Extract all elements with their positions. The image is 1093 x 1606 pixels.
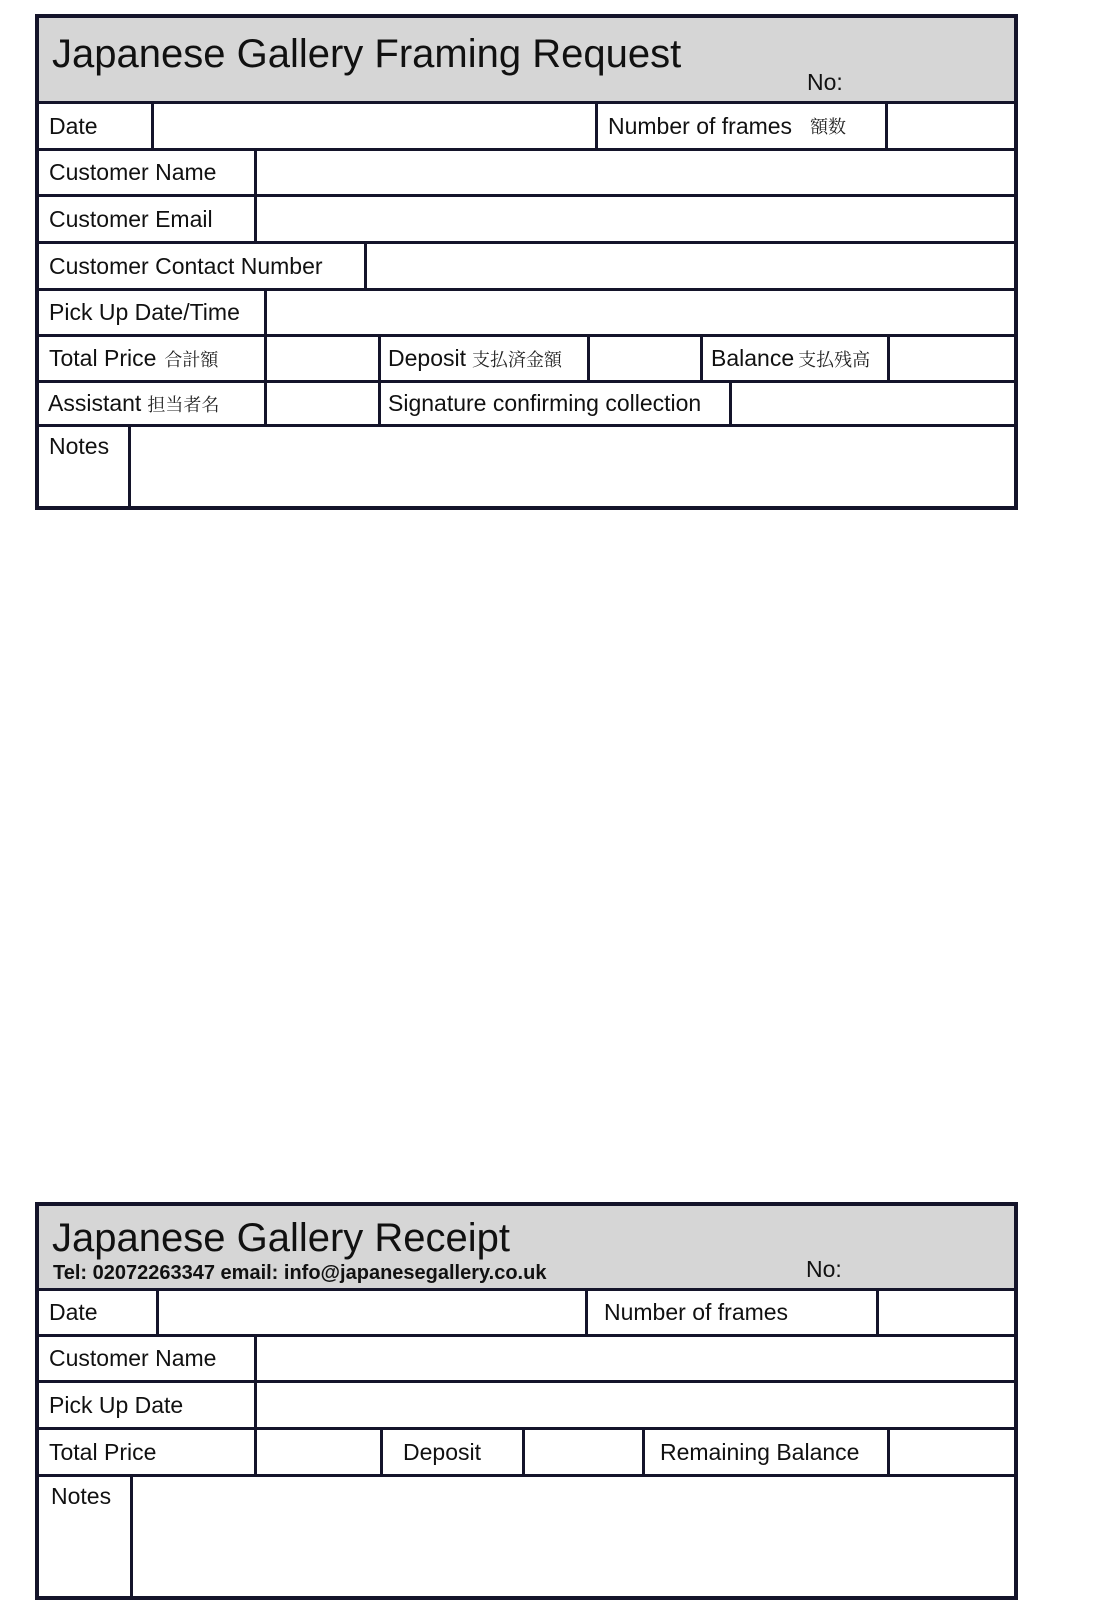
receipt-pickup-field[interactable] [254,1383,1014,1427]
contact-number-label: Customer Contact Number [49,252,323,279]
receipt-deposit-field[interactable] [522,1430,642,1474]
signature-label: Signature confirming collection [378,383,729,424]
receipt-title: Japanese Gallery Receipt [52,1216,511,1260]
receipt-total-price-label: Total Price [49,1438,157,1465]
request-header [39,18,1014,104]
assistant-label-jp: 担当者名 [147,394,220,416]
assistant-label [39,383,264,424]
receipt-remaining-balance-label: Remaining Balance [642,1430,887,1474]
customer-name-row [39,151,1014,197]
receipt-date-row [39,1291,1014,1337]
signature-field[interactable] [729,383,1014,424]
total-price-label-text: Total Price [49,345,157,371]
receipt-form [35,1202,1018,1600]
request-notes-field[interactable] [128,427,1014,506]
pickup-row [39,291,1014,337]
receipt-contact-line: Tel: 02072263347 email: info@japanesegallery.co.uk [53,1262,547,1284]
frames-label-text: Number of frames [608,112,793,139]
assistant-label-text: Assistant [48,390,142,416]
receipt-remaining-balance-field[interactable] [887,1430,1014,1474]
receipt-number-label: No: [806,1256,842,1282]
receipt-notes-label: Notes [51,1483,112,1509]
receipt-date-label: Date [49,1299,98,1325]
receipt-total-price-field[interactable] [254,1430,380,1474]
frames-label-jp: 額数 [810,117,847,138]
customer-name-label: Customer Name [49,159,217,185]
assistant-field[interactable] [264,383,378,424]
assistant-row [39,383,1014,427]
balance-label [700,337,887,380]
price-row [39,337,1014,383]
receipt-customer-name-row [39,1337,1014,1383]
customer-name-field[interactable] [254,151,1014,194]
balance-label-jp: 支払残高 [798,349,871,371]
customer-email-field[interactable] [254,197,1014,241]
date-field[interactable] [151,104,595,148]
balance-field[interactable] [887,337,1014,380]
request-date-row [39,104,1014,151]
receipt-pickup-row [39,1383,1014,1430]
frames-field[interactable] [885,104,1014,148]
pickup-field[interactable] [264,291,1014,334]
total-price-field[interactable] [264,337,378,380]
customer-email-row [39,197,1014,244]
receipt-pickup-label: Pick Up Date [49,1391,184,1418]
frames-label [595,104,885,148]
contact-number-row [39,244,1014,291]
receipt-frames-label: Number of frames [585,1291,876,1334]
total-price-label-jp: 合計額 [164,349,219,371]
request-title: Japanese Gallery Framing Request [52,32,682,76]
date-label: Date [49,112,98,139]
deposit-label-jp: 支払済金額 [471,349,562,371]
customer-email-label: Customer Email [49,205,213,232]
total-price-label [39,337,264,380]
receipt-date-field[interactable] [156,1291,585,1334]
receipt-customer-name-label: Customer Name [49,1345,217,1371]
request-number-label: No: [807,69,843,95]
contact-number-field[interactable] [364,244,1014,288]
request-notes-row [39,427,1014,506]
receipt-notes-row [39,1477,1014,1596]
pickup-label: Pick Up Date/Time [49,299,240,325]
receipt-price-row [39,1430,1014,1477]
deposit-label [378,337,587,380]
deposit-field[interactable] [587,337,700,380]
request-notes-label: Notes [49,433,110,459]
receipt-notes-field[interactable] [130,1477,1014,1596]
balance-label-text: Balance [711,345,795,371]
receipt-customer-name-field[interactable] [254,1337,1014,1380]
receipt-deposit-label: Deposit [380,1430,522,1474]
deposit-label-text: Deposit [388,345,466,371]
receipt-header [39,1206,1014,1291]
receipt-frames-field[interactable] [876,1291,1014,1334]
framing-request-form [35,14,1018,510]
